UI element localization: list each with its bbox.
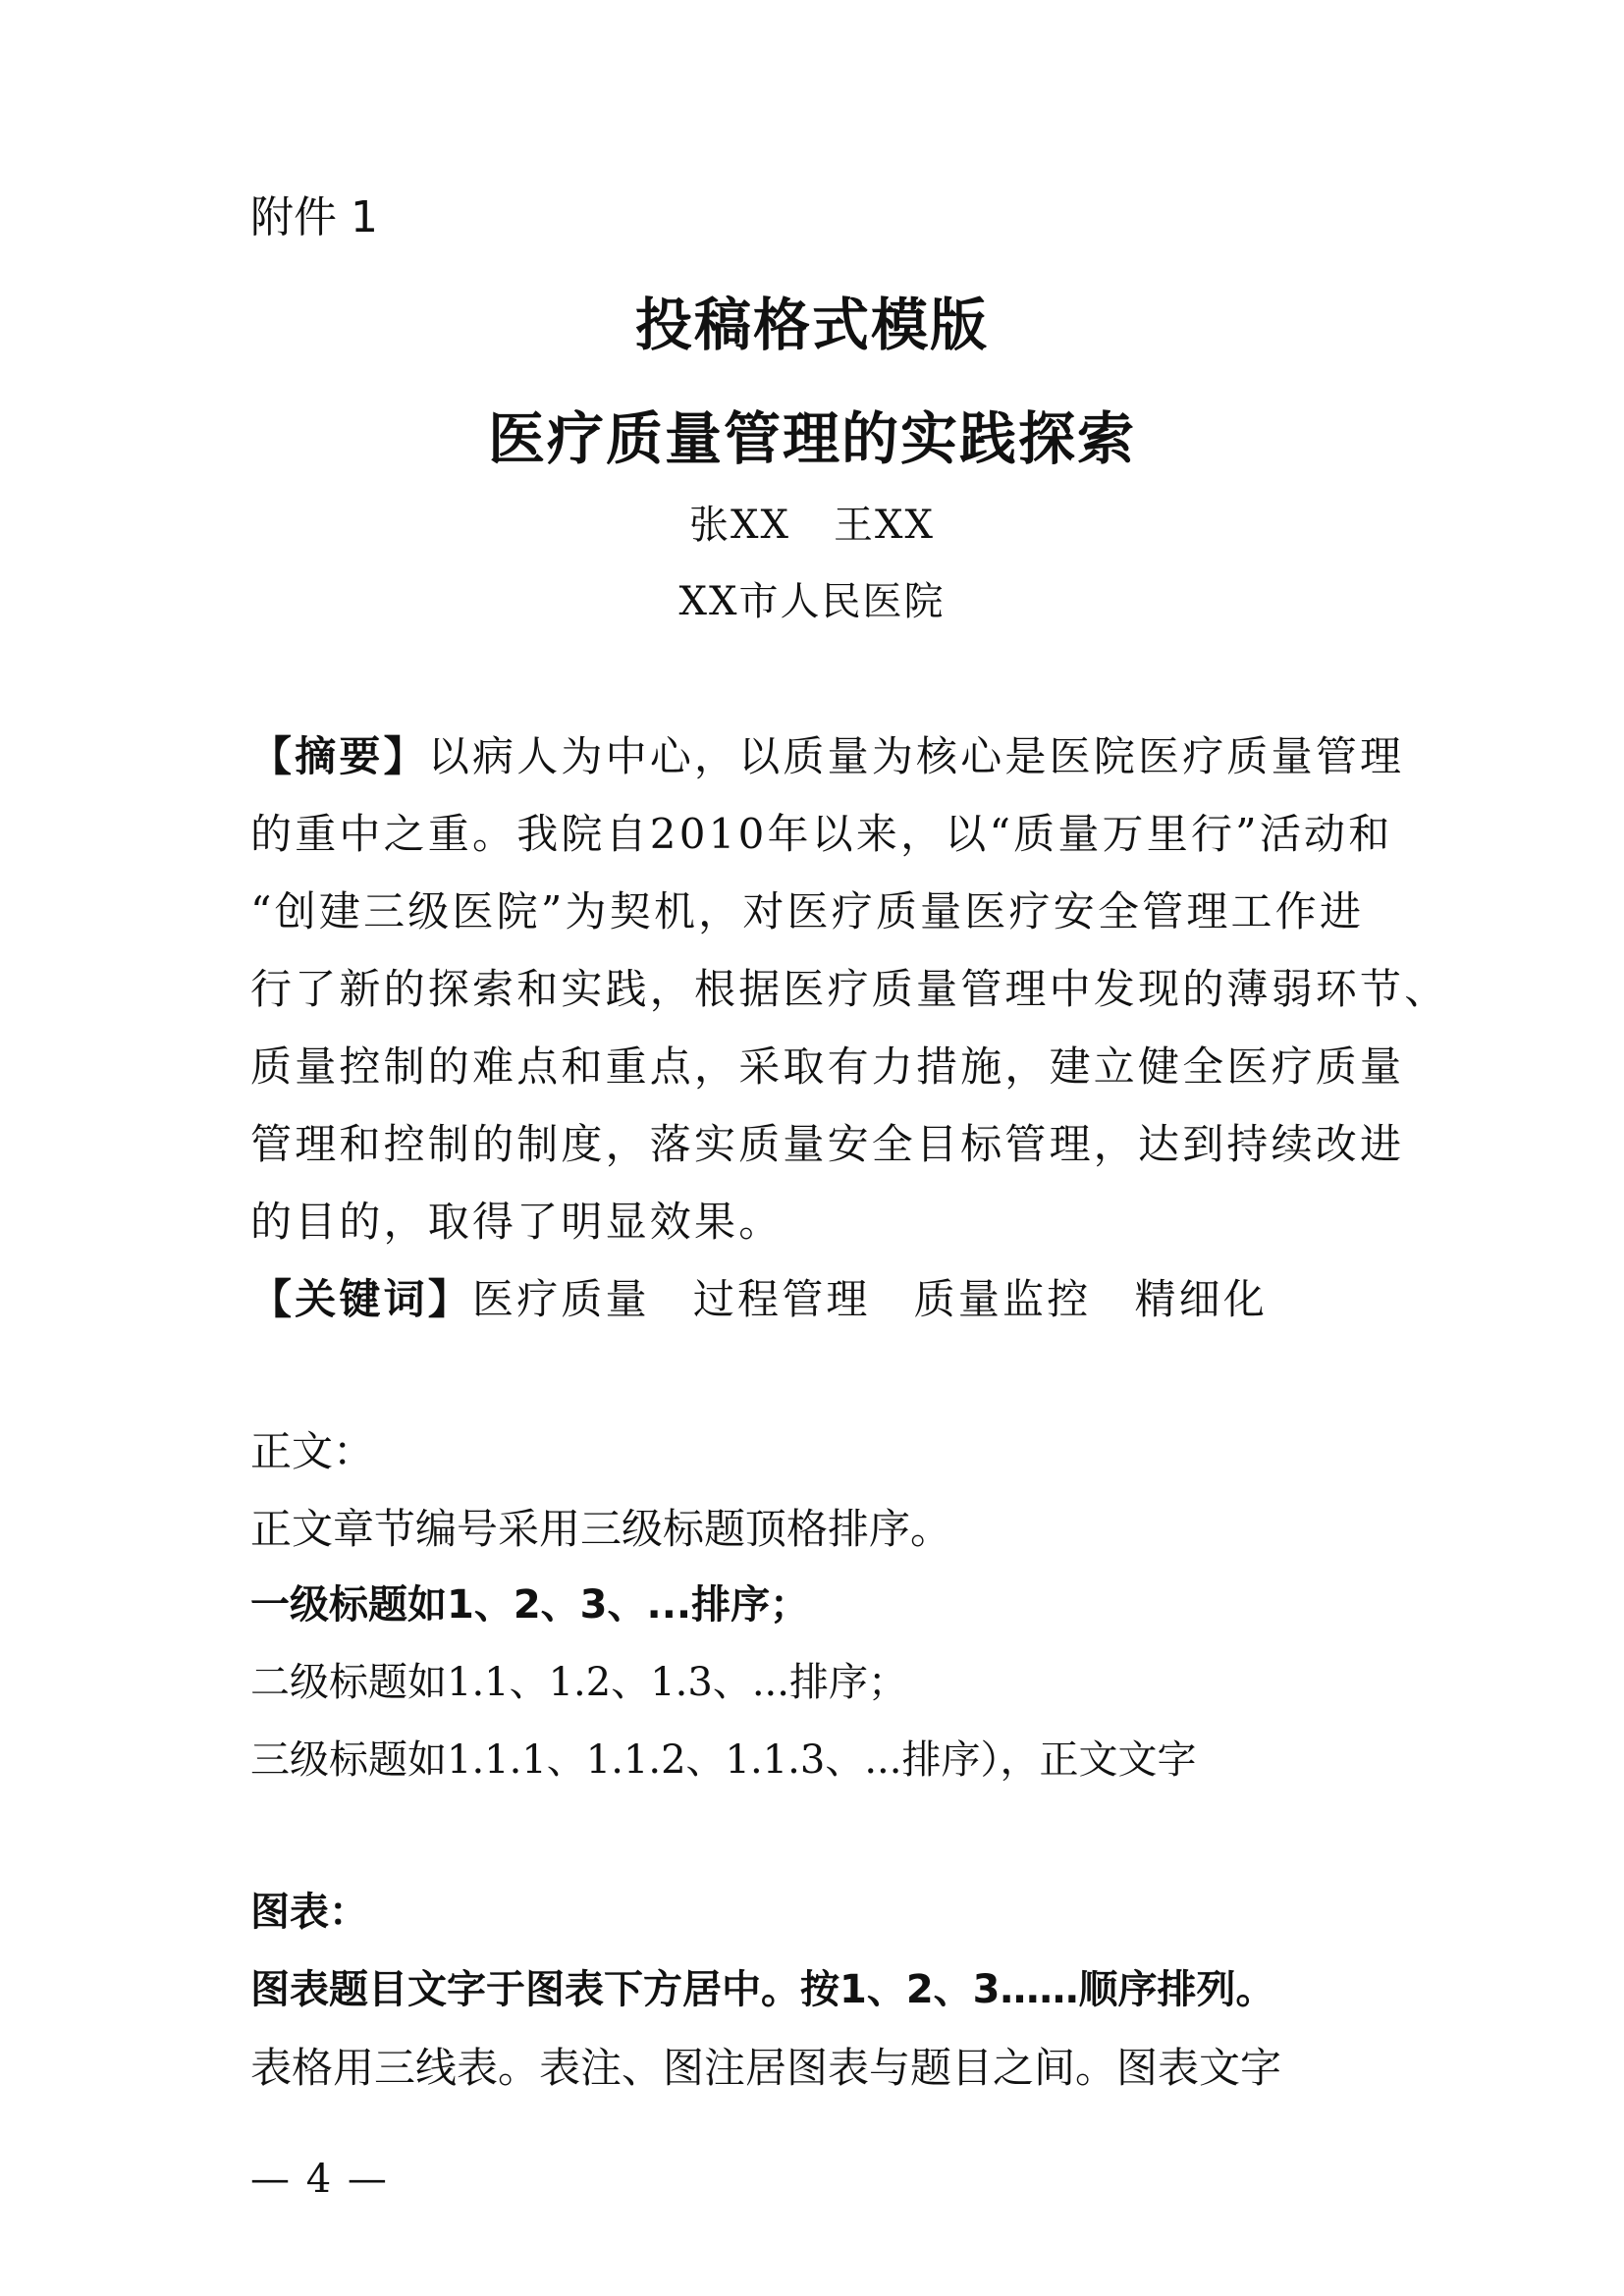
attachment-label: 附件 1 [250, 192, 378, 242]
level3-heading-example: 三级标题如1.1.1、1.1.2、1.1.3、...排序），正文文字 [250, 1737, 1197, 1783]
document-title: 投稿格式模版 [634, 292, 989, 358]
abstract-line: 的重中之重。我院自2010年以来，以“质量万里行”活动和 [250, 810, 1393, 858]
abstract-line [250, 732, 1405, 780]
abstract-line: 行了新的探索和实践，根据医疗质量管理中发现的薄弱环节、 [250, 965, 1449, 1013]
table-instruction: 表格用三线表。表注、图注居图表与题目之间。图表文字 [250, 2044, 1282, 2092]
abstract-text: 以病人为中心，以质量为核心是医院医疗质量管理 [427, 732, 1405, 780]
article-title: 医疗质量管理的实践探索 [487, 405, 1136, 472]
figure-instruction: 图表题目文字于图表下方居中。按1、2、3……顺序排列。 [250, 1967, 1275, 2012]
level1-heading-example: 一级标题如1、2、3、...排序； [250, 1582, 810, 1628]
abstract-line: 的目的，取得了明显效果。 [250, 1198, 784, 1246]
abstract-label: 【摘要】 [250, 732, 428, 780]
author-name: 王XX [834, 503, 935, 548]
abstract-line: “创建三级医院”为契机，对医疗质量医疗安全管理工作进 [250, 887, 1365, 935]
page-number: — 4 — [250, 2157, 389, 2202]
level2-heading-example: 二级标题如1.1、1.2、1.3、...排序； [250, 1660, 907, 1705]
abstract-line: 质量控制的难点和重点，采取有力措施，建立健全医疗质量 [250, 1042, 1405, 1091]
body-instruction: 正文章节编号采用三级标题顶格排序。 [250, 1505, 952, 1553]
keywords-label: 【关键词】 [250, 1275, 473, 1323]
author-name: 张XX [689, 503, 790, 548]
body-heading: 正文： [250, 1427, 375, 1475]
keyword: 医疗质量 [472, 1275, 650, 1323]
keyword: 过程管理 [692, 1275, 871, 1323]
figure-heading: 图表： [250, 1890, 368, 1935]
keyword: 质量监控 [913, 1275, 1092, 1323]
keywords-line [250, 1275, 1269, 1323]
keyword: 精细化 [1134, 1275, 1269, 1323]
affiliation: XX市人民医院 [678, 579, 946, 624]
author-line [0, 503, 1624, 548]
abstract-line: 管理和控制的制度，落实质量安全目标管理，达到持续改进 [250, 1120, 1405, 1168]
